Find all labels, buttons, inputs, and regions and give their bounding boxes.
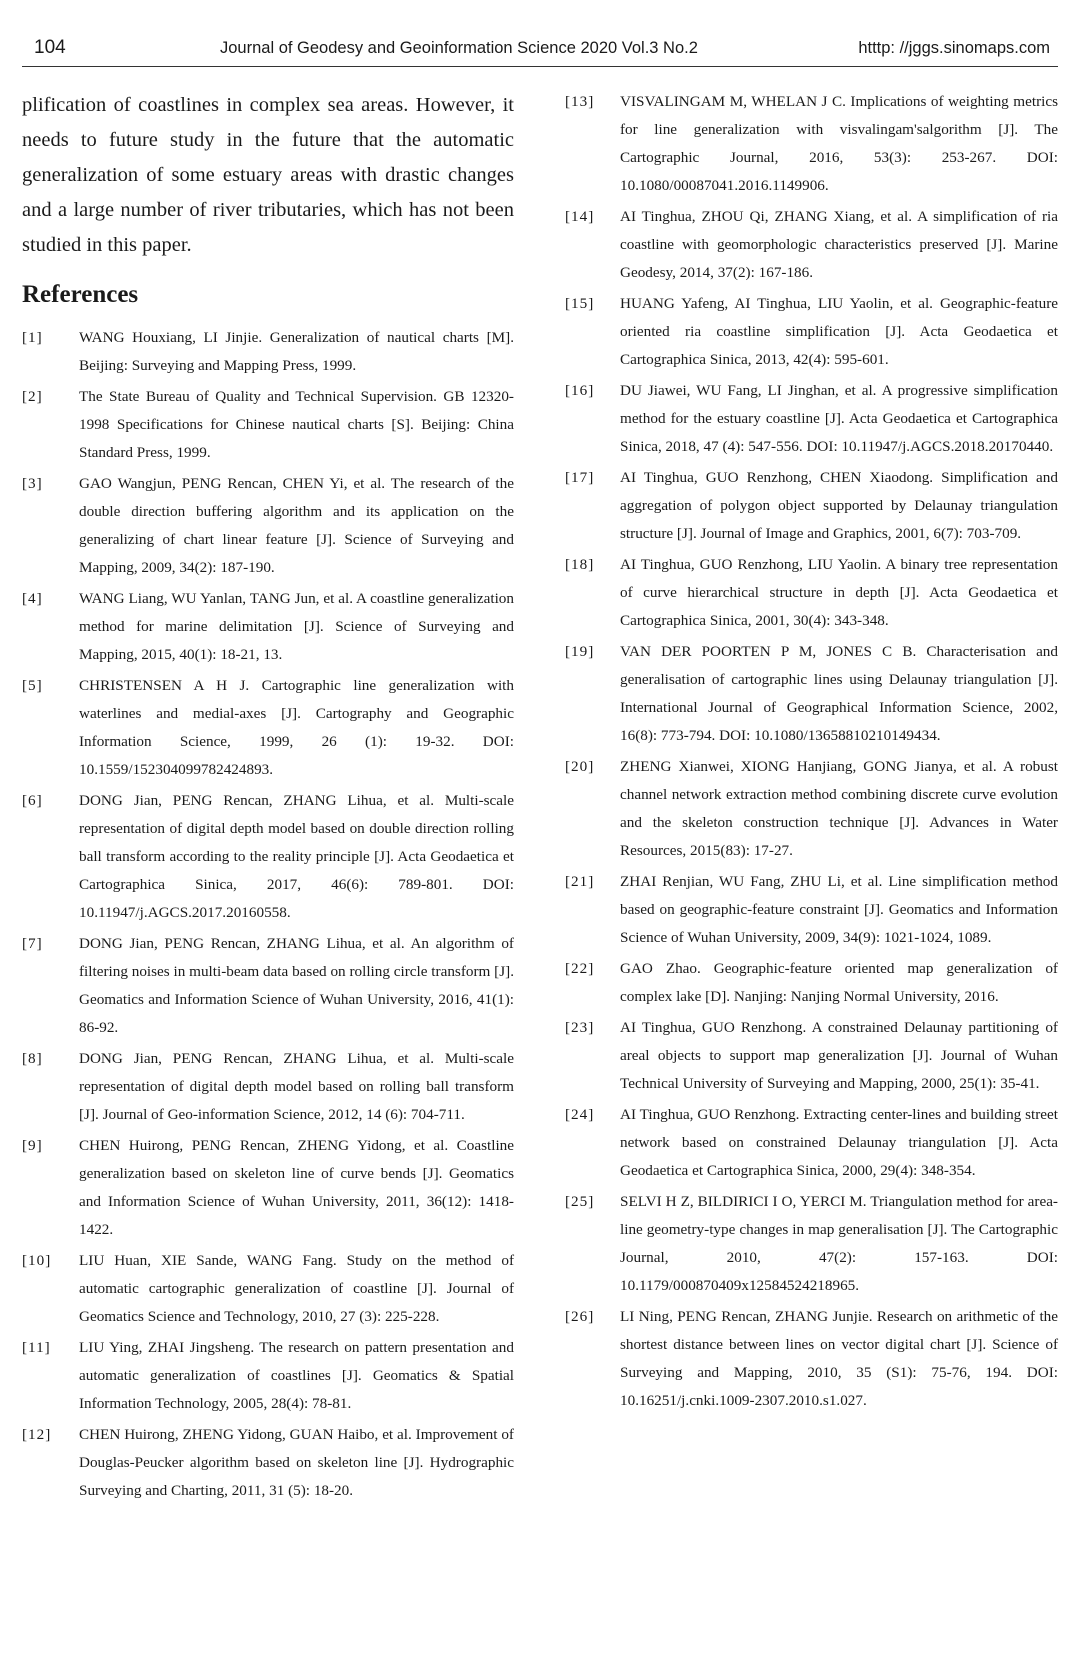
reference-item [22, 1247, 514, 1331]
reference-number: [9] [22, 1137, 43, 1154]
reference-text: DU Jiawei, WU Fang, LI Jinghan, et al. A progressive simplification method for the estuary coastline [J]. Acta Geodaetica et Cartographica Sinica, 2018, 47 (4): 547-556. DOI: 10.11947/j.AGCS.2018.20170440. [620, 382, 1058, 455]
reference-number: [5] [22, 677, 43, 694]
page-header [22, 34, 1058, 67]
reference-item [565, 203, 1058, 287]
reference-item [565, 551, 1058, 635]
reference-item [565, 868, 1058, 952]
reference-text: AI Tinghua, ZHOU Qi, ZHANG Xiang, et al. A simplification of ria coastline with geomorphologic characteristics preserved [J]. Marine Geodesy, 2014, 37(2): 167-186. [620, 208, 1058, 281]
reference-number: [4] [22, 590, 43, 607]
reference-item [22, 1334, 514, 1418]
reference-text: ZHAI Renjian, WU Fang, ZHU Li, et al. Line simplification method based on geographic-feature constraint [J]. Geomatics and Information Science of Wuhan University, 2009, 34(9): 1021-1024, 1089. [620, 873, 1058, 946]
reference-text: DONG Jian, PENG Rencan, ZHANG Lihua, et al. Multi-scale representation of digital depth model based on rolling ball transform [J]. Journal of Geo-information Science, 2012, 14 (6): 704-711. [79, 1050, 514, 1123]
reference-item [565, 464, 1058, 548]
reference-number: [12] [22, 1426, 52, 1443]
reference-number: [7] [22, 935, 43, 952]
reference-number: [2] [22, 388, 43, 405]
reference-item [22, 1421, 514, 1505]
reference-number: [18] [565, 556, 595, 573]
right-column [565, 88, 1058, 1418]
reference-item [565, 1101, 1058, 1185]
reference-item [22, 585, 514, 669]
reference-text: VAN DER POORTEN P M, JONES C B. Characterisation and generalisation of cartographic lines using Delaunay triangulation [J]. International Journal of Geographical Information Science, 2002, 16(8): 773-794. DOI: 10.1080/13658810210149434. [620, 643, 1058, 744]
reference-number: [10] [22, 1252, 52, 1269]
reference-item [565, 638, 1058, 750]
reference-text: DONG Jian, PENG Rencan, ZHANG Lihua, et al. Multi-scale representation of digital depth model based on double direction rolling ball transform according to the reality principle [J]. Acta Geodaetica et Cartographica Sinica, 2017, 46(6): 789-801. DOI: 10.11947/j.AGCS.2017.20160558. [79, 792, 514, 921]
reference-list-left [22, 324, 514, 1505]
reference-number: [19] [565, 643, 595, 660]
reference-list-right [565, 88, 1058, 1415]
reference-number: [23] [565, 1019, 595, 1036]
reference-item [565, 753, 1058, 865]
reference-item [565, 955, 1058, 1011]
reference-item [565, 377, 1058, 461]
reference-number: [11] [22, 1339, 51, 1356]
reference-number: [20] [565, 758, 595, 775]
reference-item [22, 470, 514, 582]
reference-item [22, 787, 514, 927]
reference-text: CHEN Huirong, PENG Rencan, ZHENG Yidong, et al. Coastline generalization based on skeleton line of curve bends [J]. Geomatics and Information Science of Wuhan University, 2011, 36(12): 1418-1422. [79, 1137, 514, 1238]
reference-item [22, 930, 514, 1042]
reference-number: [14] [565, 208, 595, 225]
reference-text: The State Bureau of Quality and Technical Supervision. GB 12320-1998 Specifications for Chinese nautical charts [S]. Beijing: China Standard Press, 1999. [79, 388, 514, 461]
reference-text: AI Tinghua, GUO Renzhong, LIU Yaolin. A binary tree representation of curve hierarchical structure in depth [J]. Acta Geodaetica et Cartographica Sinica, 2001, 30(4): 343-348. [620, 556, 1058, 629]
reference-item [22, 383, 514, 467]
reference-item [565, 88, 1058, 200]
reference-text: SELVI H Z, BILDIRICI I O, YERCI M. Triangulation method for area-line geometry-type changes in map generalisation [J]. The Cartographic Journal, 2010, 47(2): 157-163. DOI: 10.1179/000870409x12584524218965. [620, 1193, 1058, 1294]
reference-item [565, 1014, 1058, 1098]
reference-number: [22] [565, 960, 595, 977]
reference-number: [25] [565, 1193, 595, 1210]
journal-title: Journal of Geodesy and Geoinformation Science 2020 Vol.3 No.2 [220, 39, 698, 57]
reference-text: HUANG Yafeng, AI Tinghua, LIU Yaolin, et al. Geographic-feature oriented ria coastline simplification [J]. Acta Geodaetica et Cartographica Sinica, 2013, 42(4): 595-601. [620, 295, 1058, 368]
reference-number: [3] [22, 475, 43, 492]
reference-text: CHRISTENSEN A H J. Cartographic line generalization with waterlines and medial-axes [J]. Cartography and Geographic Information Science, 1999, 26 (1): 19-32. DOI: 10.1559/152304099782424893. [79, 677, 514, 778]
reference-number: [21] [565, 873, 595, 890]
reference-text: LIU Huan, XIE Sande, WANG Fang. Study on the method of automatic cartographic generalization of coastline [J]. Journal of Geomatics Science and Technology, 2010, 27 (3): 225-228. [79, 1252, 514, 1325]
left-column [22, 88, 514, 1508]
reference-number: [17] [565, 469, 595, 486]
reference-number: [15] [565, 295, 595, 312]
journal-url[interactable]: htttp: //jggs.sinomaps.com [858, 39, 1050, 57]
reference-text: AI Tinghua, GUO Renzhong. A constrained Delaunay partitioning of areal objects to support map generalization [J]. Journal of Wuhan Technical University of Surveying and Mapping, 2000, 25(1): 35-41. [620, 1019, 1058, 1092]
reference-item [565, 1188, 1058, 1300]
reference-item [22, 1045, 514, 1129]
reference-number: [13] [565, 93, 595, 110]
reference-text: ZHENG Xianwei, XIONG Hanjiang, GONG Jianya, et al. A robust channel network extraction method combining discrete curve evolution and the skeleton construction technique [J]. Advances in Water Resources, 2015(83): 17-27. [620, 758, 1058, 859]
reference-text: GAO Zhao. Geographic-feature oriented map generalization of complex lake [D]. Nanjing: Nanjing Normal University, 2016. [620, 960, 1058, 1005]
reference-number: [8] [22, 1050, 43, 1067]
reference-item [22, 1132, 514, 1244]
reference-text: DONG Jian, PENG Rencan, ZHANG Lihua, et al. An algorithm of filtering noises in multi-beam data based on rolling circle transform [J]. Geomatics and Information Science of Wuhan University, 2016, 41(1): 86-92. [79, 935, 514, 1036]
reference-item [565, 1303, 1058, 1415]
intro-paragraph: plification of coastlines in complex sea areas. However, it needs to future study in the future that the automatic generalization of some estuary areas with drastic changes and a large number of river tributaries, which has not been studied in this paper. [22, 94, 514, 256]
reference-text: WANG Houxiang, LI Jinjie. Generalization of nautical charts [M]. Beijing: Surveying and Mapping Press, 1999. [79, 329, 514, 374]
reference-text: VISVALINGAM M, WHELAN J C. Implications of weighting metrics for line generalization with visvalingam'salgorithm [J]. The Cartographic Journal, 2016, 53(3): 253-267. DOI: 10.1080/00087041.2016.1149906. [620, 93, 1058, 194]
reference-number: [24] [565, 1106, 595, 1123]
reference-text: LIU Ying, ZHAI Jingsheng. The research on pattern presentation and automatic generalization of coastlines [J]. Geomatics & Spatial Information Technology, 2005, 28(4): 78-81. [79, 1339, 514, 1412]
reference-number: [26] [565, 1308, 595, 1325]
page-number: 104 [34, 37, 66, 58]
reference-text: WANG Liang, WU Yanlan, TANG Jun, et al. A coastline generalization method for marine delimitation [J]. Science of Surveying and Mapping, 2015, 40(1): 18-21, 13. [79, 590, 514, 663]
reference-text: AI Tinghua, GUO Renzhong. Extracting center-lines and building street network based on constrained Delaunay triangulation [J]. Acta Geodaetica et Cartographica Sinica, 2000, 29(4): 348-354. [620, 1106, 1058, 1179]
reference-text: AI Tinghua, GUO Renzhong, CHEN Xiaodong. Simplification and aggregation of polygon object supported by Delaunay triangulation structure [J]. Journal of Image and Graphics, 2001, 6(7): 703-709. [620, 469, 1058, 542]
reference-item [22, 324, 514, 380]
reference-item [22, 672, 514, 784]
reference-text: CHEN Huirong, ZHENG Yidong, GUAN Haibo, et al. Improvement of Douglas-Peucker algorithm based on skeleton line [J]. Hydrographic Surveying and Charting, 2011, 31 (5): 18-20. [79, 1426, 514, 1499]
references-heading: References [22, 281, 139, 308]
reference-number: [16] [565, 382, 595, 399]
reference-number: [6] [22, 792, 43, 809]
reference-text: GAO Wangjun, PENG Rencan, CHEN Yi, et al. The research of the double direction buffering algorithm and its application on the generalizing of chart linear feature [J]. Science of Surveying and Mapping, 2009, 34(2): 187-190. [79, 475, 514, 576]
reference-number: [1] [22, 329, 43, 346]
reference-item [565, 290, 1058, 374]
reference-text: LI Ning, PENG Rencan, ZHANG Junjie. Research on arithmetic of the shortest distance between lines on vector digital chart [J]. Science of Surveying and Mapping, 2010, 35 (S1): 75-76, 194. DOI: 10.16251/j.cnki.1009-2307.2010.s1.027. [620, 1308, 1058, 1409]
